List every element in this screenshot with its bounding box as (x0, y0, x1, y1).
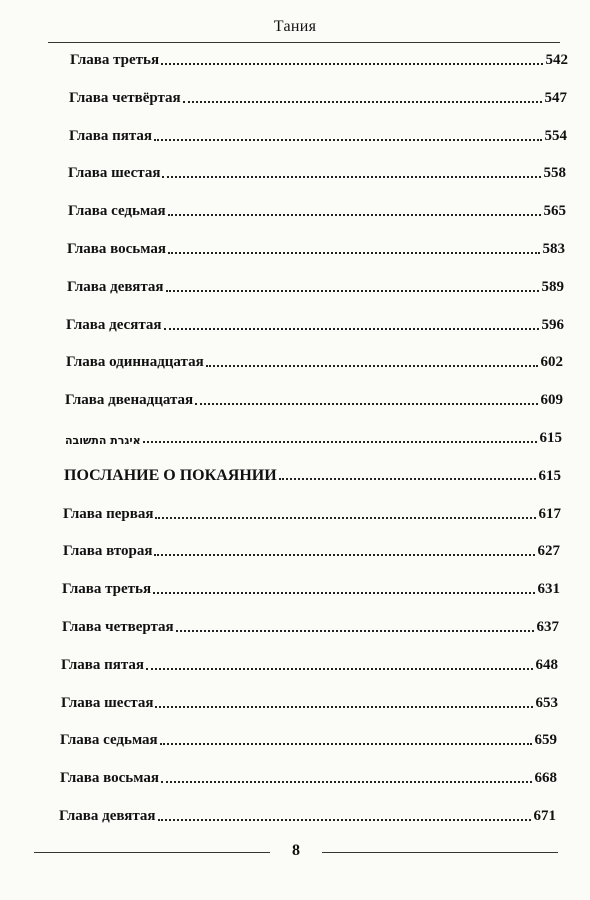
dot-leader (183, 101, 542, 103)
toc-page-number: 653 (535, 695, 558, 711)
dot-leader (160, 743, 532, 745)
toc-page-number: 631 (537, 581, 560, 597)
toc-entry (62, 614, 559, 636)
toc-page-number: 637 (536, 619, 559, 635)
dot-leader (162, 176, 540, 178)
toc-page-number: 668 (534, 770, 557, 786)
dot-leader (154, 554, 534, 556)
toc-entry-title: Глава двенадцатая (65, 392, 194, 408)
toc-page-number: 596 (541, 317, 564, 333)
toc-entry-title: Глава седьмая (60, 732, 158, 748)
toc-entry (65, 387, 563, 409)
toc-page-number: 615 (538, 468, 561, 484)
dot-leader (206, 365, 538, 367)
toc-entry (62, 576, 560, 598)
toc-page-number: 554 (544, 128, 567, 144)
page-number: 8 (292, 842, 300, 859)
dot-leader (161, 63, 542, 65)
toc-entry (63, 501, 561, 523)
toc-entry (60, 727, 557, 749)
running-head: Тания (273, 18, 317, 35)
dot-leader (168, 252, 540, 254)
toc-entry-title: Глава девятая (67, 279, 164, 295)
toc-entry-title: Глава десятая (66, 317, 162, 333)
dot-leader (164, 328, 539, 330)
toc-entry (67, 236, 565, 258)
dot-leader (166, 290, 539, 292)
dot-leader (146, 668, 532, 670)
toc-entry (61, 690, 558, 712)
toc-page-number: 627 (537, 543, 560, 559)
toc-entry-title: Глава седьмая (68, 203, 166, 219)
toc-page-number: 609 (540, 392, 563, 408)
toc-entry-title: Глава пятая (69, 128, 153, 144)
toc-entry-title: Глава шестая (61, 695, 154, 711)
toc-entry (66, 312, 564, 334)
toc-entry-title: Глава шестая (68, 165, 161, 181)
toc-section-heading (64, 463, 561, 485)
toc-entry-title: Глава девятая (59, 808, 156, 824)
dot-leader (155, 706, 532, 708)
toc-entry (63, 538, 560, 560)
toc-page-number: 659 (534, 732, 557, 748)
toc-entry-title: Глава восьмая (67, 241, 166, 257)
toc-entry (65, 425, 562, 447)
toc-entry (67, 274, 564, 296)
toc-page-number: 558 (543, 165, 566, 181)
dot-leader (153, 592, 534, 594)
footer-rule-right (322, 852, 558, 853)
toc-page-number: 589 (541, 279, 564, 295)
dot-leader (176, 630, 534, 632)
toc-entry-title: Глава третья (62, 581, 152, 597)
toc-entry (69, 85, 567, 107)
toc-page-number: 648 (535, 657, 558, 673)
dot-leader (155, 517, 535, 519)
toc-page-number: 602 (540, 354, 563, 370)
toc-page-number: 542 (545, 52, 568, 68)
toc-entry-title: איגרת התשובה (65, 434, 141, 447)
dot-leader (143, 441, 537, 443)
dot-leader (168, 214, 541, 216)
toc-entry (59, 803, 556, 825)
toc-entry (61, 652, 558, 674)
toc-entry (70, 47, 568, 69)
footer-rule-left (34, 852, 270, 853)
toc-entry-title: ПОСЛАНИЕ О ПОКАЯНИИ (64, 467, 277, 484)
toc-entry-title: Глава пятая (61, 657, 145, 673)
dot-leader (195, 403, 537, 405)
toc-entry-title: Глава четвёртая (69, 90, 181, 106)
toc-entry-title: Глава восьмая (60, 770, 159, 786)
header-rule (48, 42, 560, 43)
toc-entry (68, 198, 566, 220)
toc-entry (68, 160, 566, 182)
toc-entry-title: Глава третья (70, 52, 160, 68)
toc-page-number: 583 (542, 241, 565, 257)
toc-entry (60, 765, 557, 787)
toc-entry-title: Глава первая (63, 506, 154, 522)
toc-page-number: 671 (533, 808, 556, 824)
toc-entry-title: Глава одиннадцатая (66, 354, 204, 370)
toc-page-number: 615 (539, 430, 562, 446)
dot-leader (161, 781, 532, 783)
toc-entry-title: Глава вторая (63, 543, 153, 559)
dot-leader (154, 139, 541, 141)
toc-page-number: 547 (544, 90, 567, 106)
dot-leader (279, 478, 536, 480)
dot-leader (158, 819, 531, 821)
toc-entry (69, 123, 567, 145)
toc-page-number: 565 (543, 203, 566, 219)
toc-page-number: 617 (538, 506, 561, 522)
toc-entry (66, 349, 563, 371)
toc-entry-title: Глава четвертая (62, 619, 174, 635)
